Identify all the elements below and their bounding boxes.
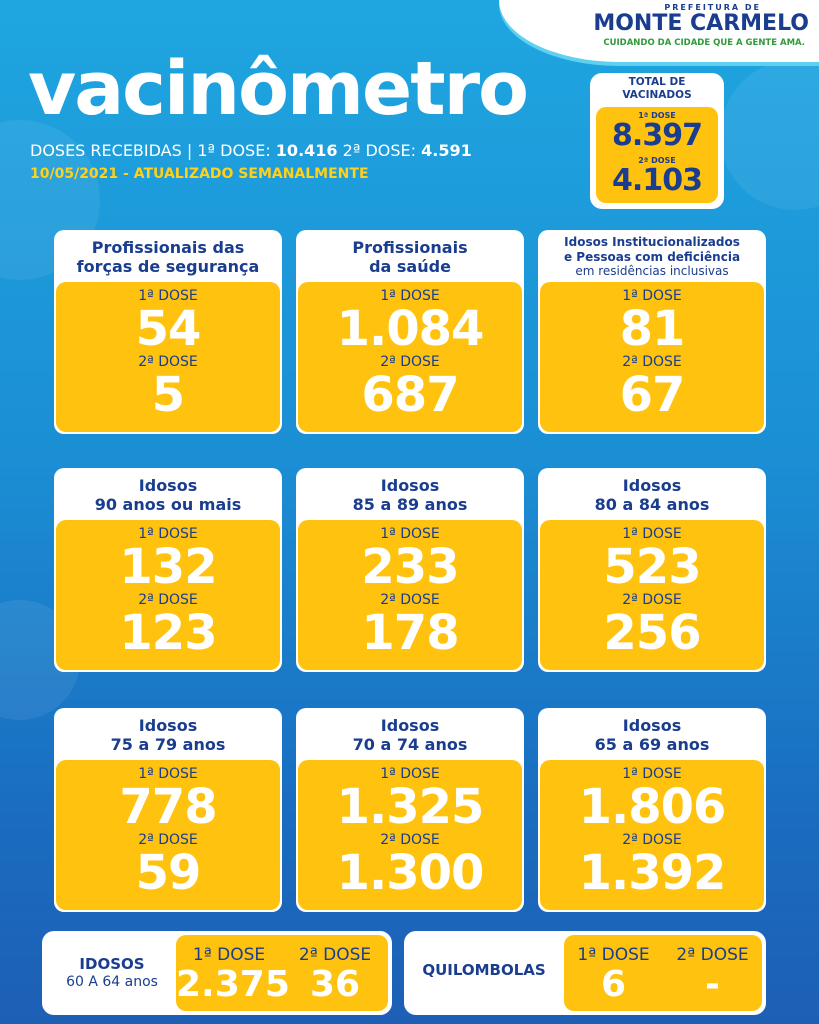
- group-card: [538, 468, 766, 672]
- first-dose-label: 1ª DOSE: [138, 288, 198, 304]
- total-values: [596, 107, 718, 203]
- group-title: [54, 468, 282, 522]
- quilombolas-first-col: [564, 935, 663, 1005]
- first-dose-value: 233: [361, 539, 459, 595]
- first-dose-value: 1.084: [336, 301, 484, 357]
- group-card: [54, 708, 282, 912]
- second-dose-value: 5: [151, 367, 185, 423]
- quilombolas-first-value: 6: [600, 964, 627, 1005]
- group-card: [54, 468, 282, 672]
- group-title: [538, 230, 766, 284]
- total-first-value: 8.397: [612, 118, 702, 153]
- group-title-line2: e Pessoas com deficiência: [563, 249, 741, 264]
- group-title: [538, 708, 766, 762]
- second-dose-value: 687: [361, 367, 459, 423]
- first-dose-label: 1ª DOSE: [138, 766, 198, 782]
- group-title-line2: 80 a 84 anos: [594, 495, 710, 514]
- group-title-line2: 85 a 89 anos: [352, 495, 468, 514]
- group-card: [296, 468, 524, 672]
- first-dose-value: 81: [619, 301, 685, 357]
- quilombolas-second-value: -: [705, 964, 720, 1005]
- idosos-first-value: 2.375: [176, 964, 290, 1005]
- first-dose-label: 1ª DOSE: [138, 526, 198, 542]
- first-dose-value: 778: [119, 779, 217, 835]
- group-title-line1: Idosos: [380, 715, 440, 735]
- group-values: [540, 282, 764, 432]
- first-dose-value: 523: [603, 539, 701, 595]
- group-title-line2: 75 a 79 anos: [110, 735, 226, 754]
- page-title: vacinômetro: [28, 46, 527, 132]
- group-title-line1: Idosos: [622, 715, 682, 735]
- first-dose-value: 1.325: [336, 779, 484, 835]
- logo-tagline: CUIDANDO DA CIDADE QUE A GENTE AMA.: [603, 38, 805, 48]
- second-dose-label: 2ª DOSE: [380, 592, 440, 608]
- group-card: [296, 708, 524, 912]
- idosos-first-label: 1ª DOSE: [192, 945, 266, 965]
- quilombolas-first-label: 1ª DOSE: [577, 945, 650, 965]
- group-card: [538, 708, 766, 912]
- second-dose-label: 2ª DOSE: [622, 592, 682, 608]
- second-dose-value: 178: [361, 605, 459, 661]
- total-heading: [590, 73, 724, 102]
- second-dose-label: 2ª DOSE: [380, 832, 440, 848]
- update-date: 10/05/2021 - ATUALIZADO SEMANALMENTE: [30, 166, 369, 182]
- group-title-line1: Idosos: [138, 715, 198, 735]
- logo-name: MONTE CARMELO: [593, 11, 809, 36]
- total-vaccinated-card: [590, 73, 724, 209]
- group-title: [54, 708, 282, 762]
- group-values: [56, 760, 280, 910]
- group-title-line2: da saúde: [369, 257, 451, 276]
- second-dose-label: 2ª DOSE: [138, 592, 198, 608]
- doses-second-value: 4.591: [421, 141, 472, 160]
- idosos-60-64-label: [48, 955, 176, 991]
- second-dose-label: 2ª DOSE: [622, 354, 682, 370]
- logo-prefix: PREFEITURA DE: [664, 3, 761, 12]
- group-card: [296, 230, 524, 434]
- group-title-line2: 65 a 69 anos: [594, 735, 710, 754]
- group-card: [538, 230, 766, 434]
- group-title-line1: Idosos: [138, 475, 198, 495]
- quilombolas-label: QUILOMBOLAS: [422, 961, 546, 979]
- group-values: [540, 520, 764, 670]
- group-title-line2: 90 anos ou mais: [94, 495, 242, 514]
- first-dose-label: 1ª DOSE: [622, 526, 682, 542]
- group-values: [56, 520, 280, 670]
- group-title-line1: Profissionais das: [91, 237, 245, 257]
- group-title: [538, 468, 766, 522]
- doses-first-value: 10.416: [275, 141, 338, 160]
- idosos-second-label: 2ª DOSE: [298, 945, 372, 965]
- total-second-label: 2ª DOSE: [638, 156, 676, 165]
- second-dose-label: 2ª DOSE: [138, 832, 198, 848]
- second-dose-value: 123: [119, 605, 217, 661]
- group-title-line2: 70 a 74 anos: [352, 735, 468, 754]
- first-dose-label: 1ª DOSE: [622, 766, 682, 782]
- first-dose-label: 1ª DOSE: [380, 766, 440, 782]
- doses-received-line: [30, 141, 472, 160]
- group-title: [296, 468, 524, 522]
- quilombolas-card: [404, 931, 766, 1015]
- group-title: [296, 708, 524, 762]
- group-card: [54, 230, 282, 434]
- quilombolas-values: [564, 935, 762, 1011]
- group-title: [54, 230, 282, 284]
- second-dose-value: 256: [603, 605, 701, 661]
- group-title-line1: Idosos: [380, 475, 440, 495]
- group-title-line1: Idosos Institucionalizados: [564, 235, 740, 250]
- total-first-label: 1ª DOSE: [638, 111, 676, 120]
- first-dose-value: 1.806: [578, 779, 726, 835]
- idosos-60-64-card: [42, 931, 392, 1015]
- group-values: [298, 520, 522, 670]
- idosos-label-line1: IDOSOS: [79, 955, 145, 973]
- first-dose-value: 54: [135, 301, 201, 357]
- group-values: [298, 760, 522, 910]
- city-logo: [499, 0, 819, 62]
- quilombolas-second-label: 2ª DOSE: [676, 945, 749, 965]
- quilombolas-second-col: [663, 935, 762, 1005]
- second-dose-value: 59: [135, 845, 201, 901]
- first-dose-label: 1ª DOSE: [380, 288, 440, 304]
- second-dose-label: 2ª DOSE: [138, 354, 198, 370]
- idosos-second-col: [282, 935, 388, 1005]
- total-heading-line1: TOTAL DE: [628, 76, 686, 88]
- group-title-line2: forças de segurança: [76, 257, 260, 276]
- group-title-line1: Idosos: [622, 475, 682, 495]
- first-dose-label: 1ª DOSE: [380, 526, 440, 542]
- doses-second-label: 2ª DOSE:: [342, 141, 417, 160]
- doses-prefix: DOSES RECEBIDAS | 1ª DOSE:: [30, 141, 271, 160]
- second-dose-label: 2ª DOSE: [380, 354, 440, 370]
- group-title: [296, 230, 524, 284]
- group-values: [298, 282, 522, 432]
- idosos-second-value: 36: [309, 964, 361, 1005]
- idosos-label-line2: 60 A 64 anos: [66, 974, 158, 990]
- idosos-60-64-values: [176, 935, 388, 1011]
- second-dose-value: 67: [619, 367, 685, 423]
- group-title-line3: em residências inclusivas: [575, 264, 729, 279]
- group-title-line1: Profissionais: [352, 237, 468, 257]
- group-values: [56, 282, 280, 432]
- total-heading-line2: VACINADOS: [622, 89, 692, 101]
- background-virus-decoration: [720, 60, 819, 210]
- second-dose-label: 2ª DOSE: [622, 832, 682, 848]
- idosos-first-col: [176, 935, 290, 1005]
- second-dose-value: 1.392: [578, 845, 726, 901]
- first-dose-label: 1ª DOSE: [622, 288, 682, 304]
- group-values: [540, 760, 764, 910]
- total-second-value: 4.103: [612, 163, 702, 198]
- second-dose-value: 1.300: [336, 845, 484, 901]
- first-dose-value: 132: [119, 539, 217, 595]
